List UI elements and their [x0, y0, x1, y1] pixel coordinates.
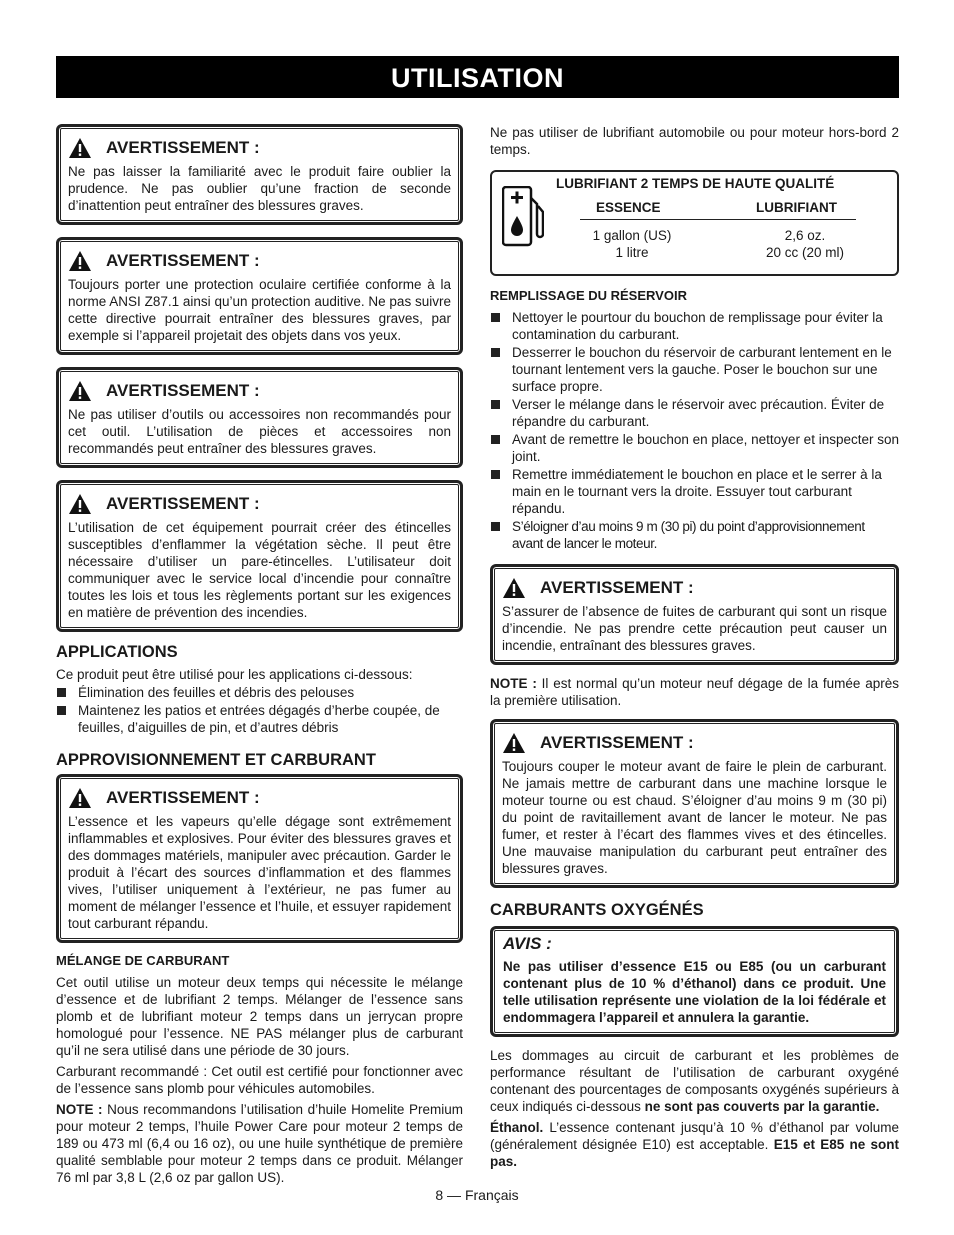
- list-item: Remettre immédiatement le bouchon en place et le serrer à la main en le tournant vers la droite. Essuyer tout carburant répandu.: [490, 466, 899, 517]
- warning-triangle-icon: [68, 380, 92, 402]
- page-footer: 8 — Français: [435, 1187, 519, 1203]
- warning-label: AVERTISSEMENT :: [540, 733, 694, 752]
- list-item: Desserrer le bouchon du réservoir de carburant lentement en le tournant lentement vers la gauche. Poser le bouchon sur une surface propre.: [490, 344, 899, 395]
- note-label: NOTE :: [56, 1102, 103, 1117]
- warning-triangle-icon: [68, 493, 92, 515]
- warning-box-engine-off: [490, 719, 899, 888]
- paragraph-text: Les dommages au circuit de carburant et les problèmes de performance résultant de l’utilisation de carburant oxygéné contenant des pourcentages de composants oxygénés supérieurs à ceux indiqués ci-dessous: [490, 1048, 899, 1114]
- note-text: Il est normal qu’un moteur neuf dégage de la fumée après la première utilisation.: [490, 676, 899, 708]
- warning-text: Toujours porter une protection oculaire certifiée conforme à la norme ANSI Z87.1 ainsi qu’un protection auditive. Ne pas suivre cette directive pourrait entraîner des blessures graves, par exemple si l’appareil projetait des objets dans vos yeux.: [68, 277, 451, 343]
- warning-label: AVERTISSEMENT :: [540, 578, 694, 597]
- table-cell-value: 1 litre: [615, 245, 649, 260]
- warning-label: AVERTISSEMENT :: [106, 251, 260, 270]
- fuel-mix-heading: MÉLANGE DE CARBURANT: [56, 953, 230, 968]
- note-text: Nous recommandons l’utilisation d’huile Homelite Premium pour moteur 2 temps, l’huile Power Care pour moteur 2 temps de 189 ou 473 ml (6,4 ou 16 oz), ou une huile synthétique de première qualité semblable pour moteur 2 temps dans ce produit. Mélanger 76 ml par 3,8 L (2,6 oz par gallon US).: [56, 1102, 463, 1185]
- refill-list: [490, 309, 899, 552]
- column-header-essence: ESSENCE: [596, 200, 661, 215]
- warning-text: S’assurer de l’absence de fuites de carburant qui sont un risque d’incendie. Ne pas prendre cette précaution peut causer un incendie, entraînant des blessures graves.: [502, 604, 887, 653]
- warning-label: AVERTISSEMENT :: [106, 494, 260, 513]
- notice-label: AVIS :: [503, 934, 552, 953]
- ethanol-paragraph: [490, 1119, 899, 1170]
- note-label: NOTE :: [490, 676, 537, 691]
- fuel-heading: APPROVISIONNEMENT ET CARBURANT: [56, 751, 376, 769]
- fuel-pump-icon: [502, 186, 544, 248]
- paragraph-text: L’essence contenant jusqu’à 10 % d’éthanol par volume (généralement désignée E10) est acceptable.: [490, 1120, 899, 1152]
- warning-text: Ne pas laisser la familiarité avec le produit faire oublier la prudence. Ne pas oublier qu’une fraction de seconde d’inattention peut entraîner des blessures graves.: [68, 164, 451, 213]
- recommended-fuel-paragraph: Carburant recommandé : Cet outil est certifié pour fonctionner avec de l’essence sans plomb pour véhicules automobiles.: [56, 1064, 463, 1096]
- warning-box-accessories: [56, 367, 463, 468]
- lubricant-table: [490, 170, 899, 276]
- lubricant-table-title: LUBRIFIANT 2 TEMPS DE HAUTE QUALITÉ: [556, 176, 835, 191]
- warning-triangle-icon: [68, 137, 92, 159]
- list-item: Nettoyer le pourtour du bouchon de remplissage pour éviter la contamination du carburant.: [490, 309, 899, 343]
- warning-box-sparks: [56, 480, 463, 632]
- warning-box-familiarity: [56, 124, 463, 225]
- notice-text: Ne pas utiliser d’essence E15 ou E85 (ou un carburant contenant plus de 10 % d’éthanol) dans ce produit. Une telle utilisation représente une violation de la loi fédérale et endommagera l’appareil et annulera la garantie.: [503, 959, 886, 1025]
- warning-triangle-icon: [68, 787, 92, 809]
- warning-triangle-icon: [68, 250, 92, 272]
- refill-heading: REMPLISSAGE DU RÉSERVOIR: [490, 288, 687, 303]
- list-item: Maintenez les patios et entrées dégagés d’herbe coupée, de feuilles, d’aiguilles de pin, et d’autres débris: [56, 702, 463, 736]
- table-divider: [580, 219, 856, 220]
- paragraph-bold-text: ne sont pas couverts par la garantie.: [644, 1099, 880, 1114]
- table-cell: [580, 227, 684, 261]
- notice-box: [490, 926, 899, 1037]
- lubricant-intro: Ne pas utiliser de lubrifiant automobile ou pour moteur hors-bord 2 temps.: [490, 125, 899, 157]
- warning-box-gasoline: [56, 774, 463, 943]
- list-item: S’éloigner d’au moins 9 m (30 pi) du point d’approvisionnement avant de lancer le moteur.: [490, 518, 899, 552]
- warning-triangle-icon: [502, 732, 526, 754]
- list-item: Élimination des feuilles et débris des pelouses: [56, 684, 463, 701]
- applications-intro: Ce produit peut être utilisé pour les applications ci-dessous:: [56, 667, 413, 682]
- applications-heading: APPLICATIONS: [56, 643, 178, 661]
- paragraph-bold-text: E15 et E85 ne sont pas.: [490, 1137, 899, 1169]
- warning-triangle-icon: [502, 577, 526, 599]
- warning-box-fuel-leak: [490, 564, 899, 665]
- page-title: UTILISATION: [56, 56, 899, 98]
- warning-text: Toujours couper le moteur avant de faire le plein de carburant. Ne jamais mettre de carburant dans une machine lorsque le moteur tourne ou est chaud. S’éloigner d’au moins 9 m (30 pi) du point de ravitaillement avant de lancer le moteur. Ne pas fumer, et rester à l’écart des flammes vives et des étincelles. Une mauvaise manipulation du carburant peut entraîner des blessures graves.: [502, 759, 887, 876]
- warning-text: L’utilisation de cet équipement pourrait créer des étincelles susceptibles d’enflammer la végétation sèche. Il peut être nécessaire d’utiliser un pare-étincelles. L’utilisateur doit communiquer avec le service local d’incendie pour connaître toutes les lois et tous les règlements portant sur les exigences en matière de prévention des incendies.: [68, 520, 451, 620]
- smoke-note: [490, 675, 899, 709]
- oil-note-paragraph: [56, 1101, 463, 1186]
- warning-label: AVERTISSEMENT :: [106, 138, 260, 157]
- applications-list: [56, 684, 463, 736]
- warning-text: L’essence et les vapeurs qu’elle dégage sont extrêmement inflammables et explosives. Pour éviter des blessures graves et des dommages matériels, manipuler avec précaution. Garder le produit à l’écart des sources d’inflammation et des flammes vives, l’utiliser uniquement à l’extérieur, ne pas fumer au moment de mélanger l’essence et l’huile, et essuyer rapidement tout carburant répandu.: [68, 814, 451, 931]
- table-cell-value: 20 cc (20 ml): [765, 245, 845, 260]
- table-cell-value: 1 gallon (US): [592, 228, 672, 243]
- column-header-lubrifiant: LUBRIFIANT: [756, 200, 837, 215]
- list-item: Avant de remettre le bouchon en place, nettoyer et inspecter son joint.: [490, 431, 899, 465]
- oxygenated-fuels-heading: CARBURANTS OXYGÉNÉS: [490, 901, 704, 919]
- warning-label: AVERTISSEMENT :: [106, 788, 260, 807]
- ethanol-label: Éthanol.: [490, 1120, 544, 1135]
- warning-text: Ne pas utiliser d’outils ou accessoires non recommandés pour cet outil. L’utilisation de pièces et accessoires non recommandés peut entraîner des blessures graves.: [68, 407, 451, 456]
- right-column: [490, 124, 899, 1170]
- table-cell: [746, 227, 864, 261]
- warning-label: AVERTISSEMENT :: [106, 381, 260, 400]
- list-item: Verser le mélange dans le réservoir avec précaution. Éviter de répandre du carburant.: [490, 396, 899, 430]
- warning-box-eye-protection: [56, 237, 463, 355]
- fuel-mix-paragraph: Cet outil utilise un moteur deux temps qui nécessite le mélange d’essence et de lubrifiant 2 temps. Mélanger de l’essence sans plomb et de lubrifiant moteur 2 temps dans un jerrycan propre homologué pour l’essence. NE PAS mélanger plus de carburant qu’il ne sera utilisé dans une période de 30 jours.: [56, 975, 463, 1058]
- oxygenated-paragraph: [490, 1047, 899, 1115]
- left-column: [56, 124, 463, 1186]
- table-cell-value: 2,6 oz.: [784, 228, 826, 243]
